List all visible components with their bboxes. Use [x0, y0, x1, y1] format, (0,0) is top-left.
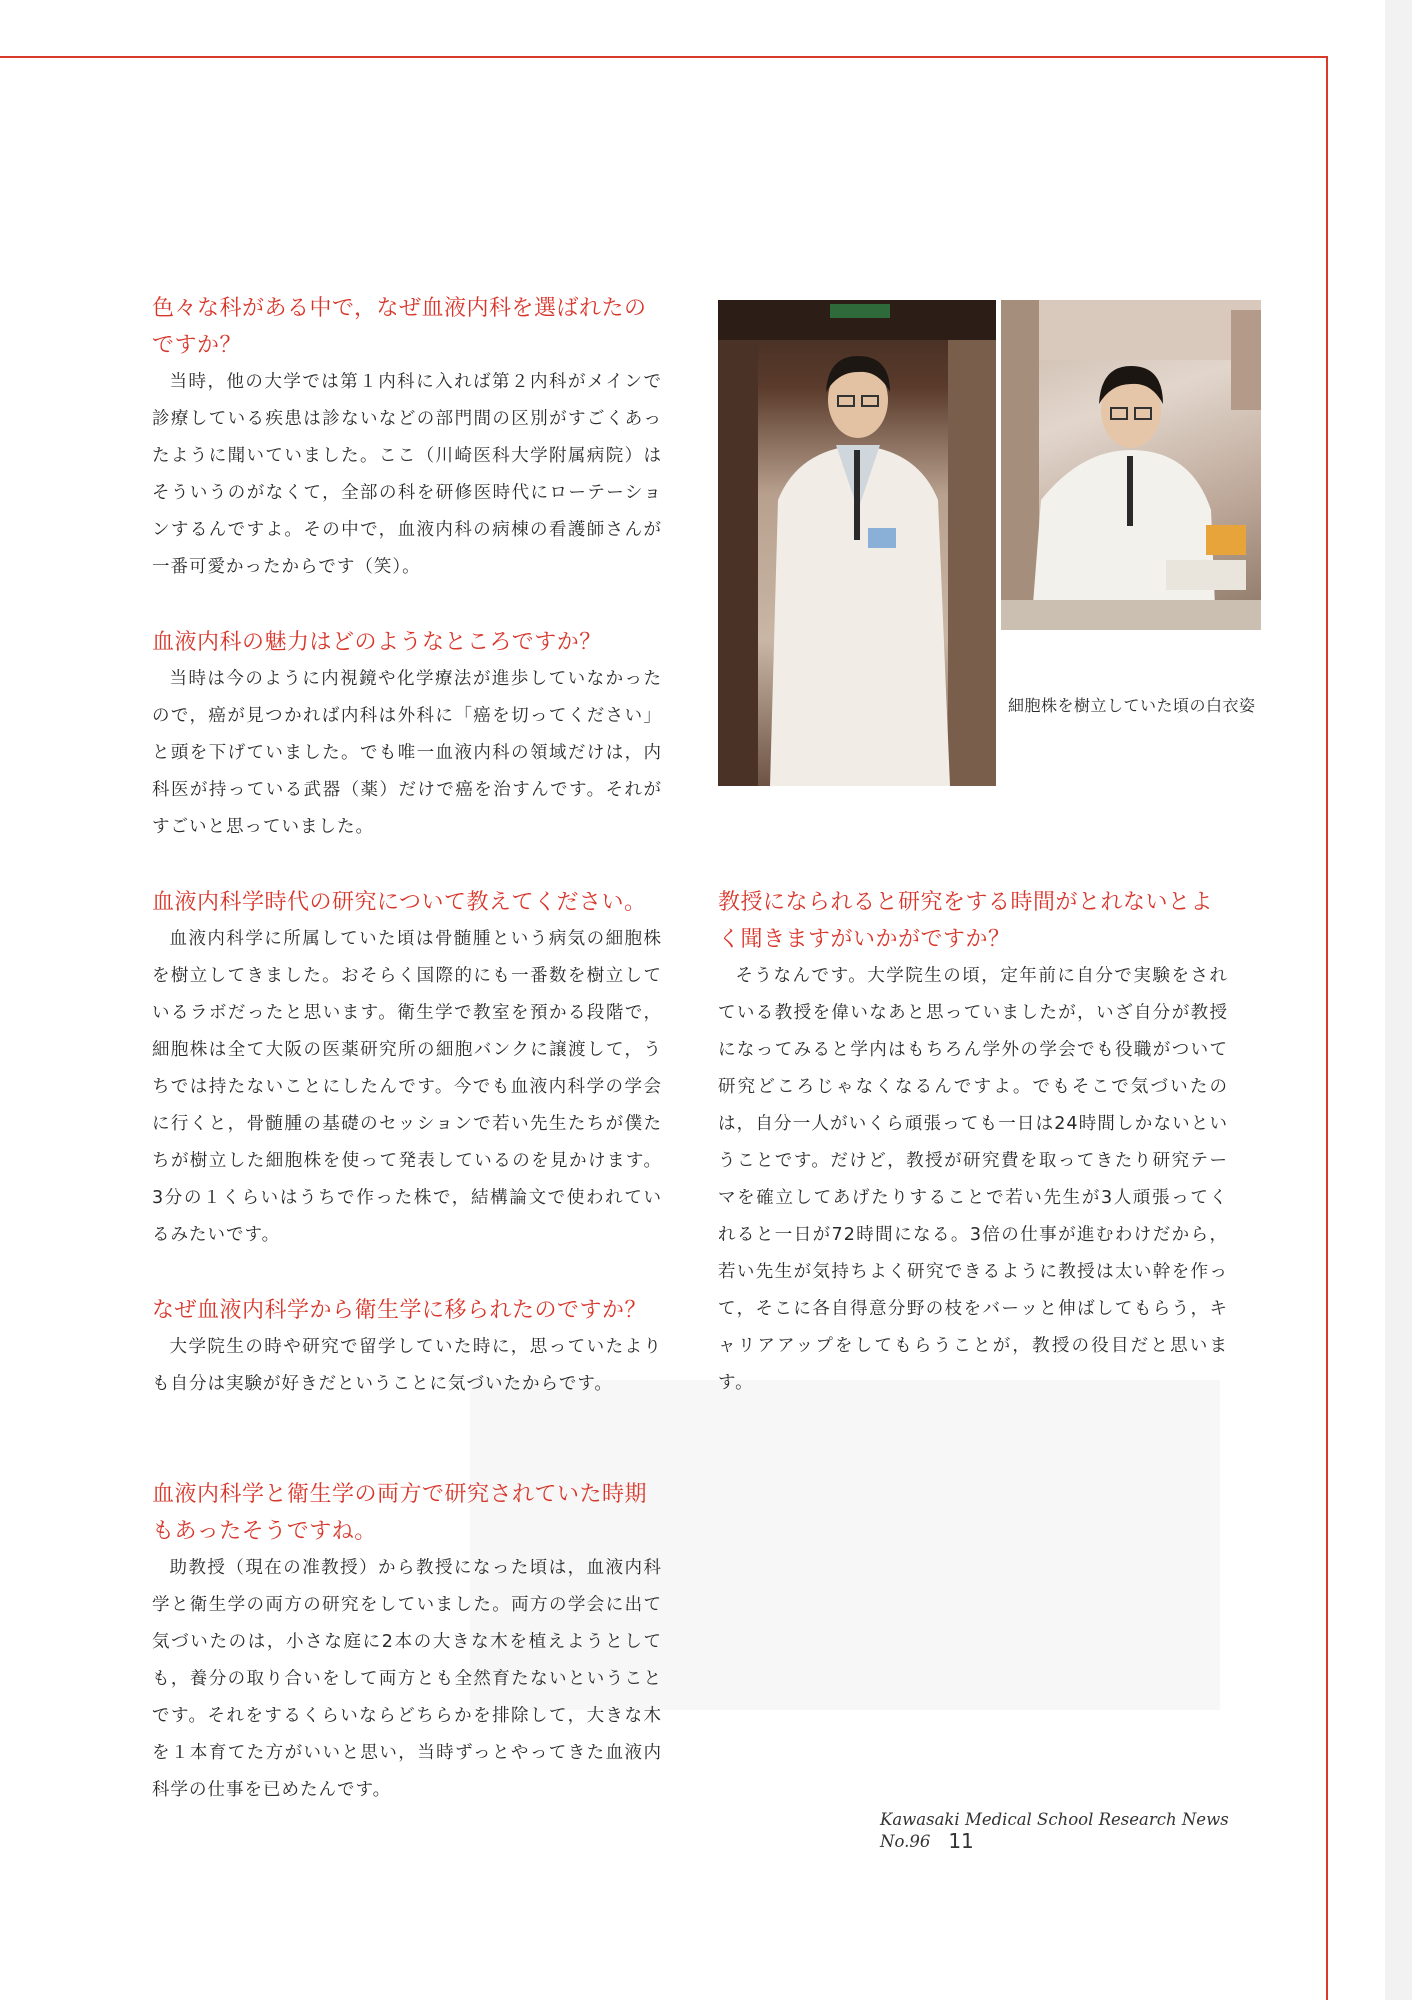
photo-illustration: [1001, 300, 1261, 630]
answer-text: 助教授（現在の准教授）から教授になった頃は，血液内科学と衛生学の両方の研究をしていました。両方の学会に出て気づいたのは，小さな庭に2本の大きな木を植えようとしても，養分の取り合いをして両方とも全然育たないということです。それをするくらいならどちらかを排除して，大きな木を１本育てた方がいいと思い，当時ずっとやってきた血液内科学の仕事を已めたんです。: [152, 1558, 662, 1800]
answer-text: 当時は今のように内視鏡や化学療法が進歩していなかったので，癌が見つかれば内科は外科に「癌を切ってください」と頭を下げていました。でも唯一血液内科の領域だけは，内科医が持っている武器（薬）だけで癌を治すんです。それがすごいと思っていました。: [152, 669, 662, 837]
answer-text: そうなんです。大学院生の頃，定年前に自分で実験をされている教授を偉いなあと思っていましたが，いざ自分が教授になってみると学内はもちろん学外の学会でも役職がついて研究どころじゃなくなるんですよ。でもそこで気づいたのは，自分一人がいくら頑張っても一日は24時間しかないということです。だけど，教授が研究費を取ってきたり研究テーマを確立してあげたりすることで若い先生が3人頑張ってくれると一日が72時間になる。3倍の仕事が進むわけだから，若い先生が気持ちよく研究できるように教授は太い幹を作って，そこに各自得意分野の枝をバーッと伸ばしてもらう，キャリアアップをしてもらうことが，教授の役目だと思います。: [718, 966, 1228, 1393]
answer-text: 大学院生の時や研究で留学していた時に，思っていたよりも自分は実験が好きだということに気づいたからです。: [152, 1337, 662, 1394]
publication-name: Kawasaki Medical School Research News No.96: [880, 1810, 1229, 1851]
photo-illustration: [718, 300, 996, 786]
qa-section-2: [152, 624, 662, 846]
page-number: 11: [948, 1829, 974, 1853]
question-heading: 色々な科がある中で，なぜ血液内科を選ばれたのですか？: [152, 296, 647, 358]
answer-text: 血液内科学に所属していた頃は骨髄腫という病気の細胞株を樹立してきました。おそらく国際的にも一番数を樹立しているラボだったと思います。衛生学で教室を預かる段階で，細胞株は全て大阪の医薬研究所の細胞バンクに譲渡して，うちでは持たないことにしたんです。今でも血液内科学の学会に行くと，骨髄腫の基礎のセッションで若い先生たちが僕たちが樹立した細胞株を使って発表しているのを見かけます。3分の１くらいはうちで作った株で，結構論文で使われているみたいです。: [152, 929, 662, 1245]
answer-text: 当時，他の大学では第１内科に入れば第２内科がメインで診療している疾患は診ないなどの部門間の区別がすごくあったように聞いていました。ここ（川崎医科大学附属病院）はそういうのがなくて，全部の科を研修医時代にローテーションするんですよ。その中で，血液内科の病棟の看護師さんが一番可愛かったからです（笑）。: [152, 372, 662, 577]
question-heading: 血液内科学時代の研究について教えてください。: [152, 890, 647, 915]
qa-section-5: [152, 1476, 662, 1809]
question-heading: 血液内科学と衛生学の両方で研究されていた時期もあったそうですね。: [152, 1482, 648, 1544]
question-heading: なぜ血液内科学から衛生学に移られたのですか？: [152, 1298, 648, 1323]
qa-section-6: [718, 884, 1228, 1402]
qa-section-3: [152, 884, 662, 1254]
photo-caption: 細胞株を樹立していた頃の白衣姿: [1008, 696, 1256, 715]
portrait-photo-sitting: [1001, 300, 1261, 630]
question-heading: 血液内科の魅力はどのようなところですか？: [152, 630, 602, 655]
portrait-photo-standing: [718, 300, 996, 786]
top-rule-line: [0, 56, 1328, 58]
question-heading: 教授になられると研究をする時間がとれないとよく聞きますがいかがですか？: [718, 890, 1214, 952]
qa-section-1: [152, 290, 662, 586]
side-rule-line: [1326, 56, 1328, 2000]
page-footer: [880, 1810, 1300, 1853]
page-edge-strip: [1385, 0, 1412, 2000]
qa-section-4: [152, 1292, 662, 1403]
